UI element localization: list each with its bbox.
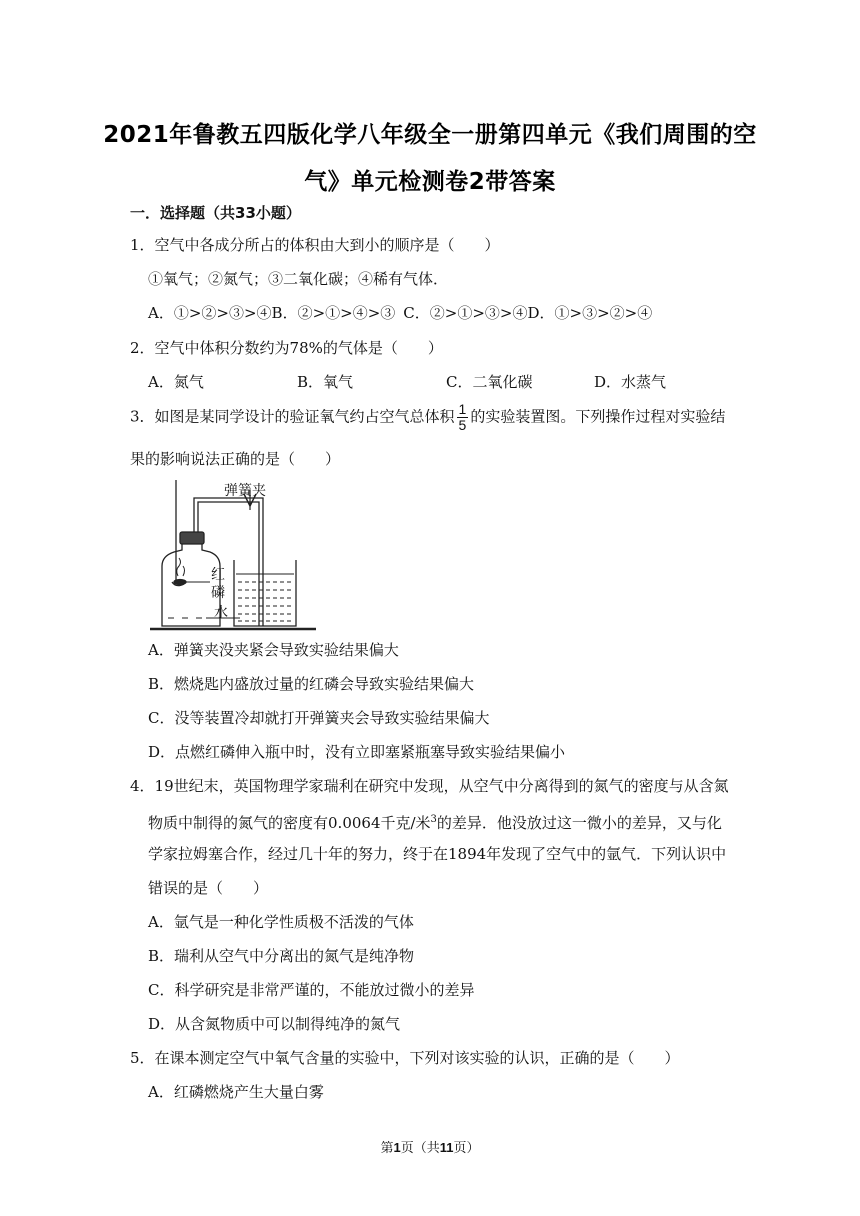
label-phosphorus: 磷 <box>211 585 225 601</box>
question-2-option-a: A．氮气 <box>148 373 204 391</box>
question-4-option-a: A．氩气是一种化学性质极不活泼的气体 <box>148 913 414 931</box>
footer-total-pages: 11 <box>439 1140 454 1155</box>
question-3-stem-post: 的实验装置图。下列操作过程对实验结 <box>470 407 726 426</box>
question-1-sub: ①氧气；②氮气；③二氧化碳；④稀有气体． <box>148 270 449 288</box>
footer-mid: 页（共 <box>400 1141 440 1156</box>
question-3-stem-line-1 <box>130 402 725 433</box>
question-3-stem-line-2: 果的影响说法正确的是（ ） <box>130 450 341 468</box>
question-3-option-c: C．没等装置冷却就打开弹簧夹会导致实验结果偏大 <box>148 709 490 727</box>
question-4-line-2-post: 的差异．他没放过这一微小的差异，又与化 <box>436 814 722 832</box>
question-2-option-b: B．氧气 <box>297 373 354 391</box>
question-3-option-b: B．燃烧匙内盛放过量的红磷会导致实验结果偏大 <box>148 675 475 693</box>
document-title-line-1: 2021年鲁教五四版化学八年级全一册第四单元《我们周围的空 <box>103 122 757 148</box>
fraction-numerator: 1 <box>458 401 467 417</box>
unit-superscript: 3 <box>430 814 437 825</box>
footer-page-number: 1 <box>393 1140 401 1155</box>
question-3-option-a: A．弹簧夹没夹紧会导致实验结果偏大 <box>148 641 399 659</box>
question-4-stem-line-1: 4．19世纪末，英国物理学家瑞利在研究中发现，从空气中分离得到的氮气的密度与从含氮 <box>130 777 729 795</box>
label-clip: 弹簧夹 <box>224 483 266 499</box>
question-5-stem: 5．在课本测定空气中氧气含量的实验中，下列对该实验的认识，正确的是（ ） <box>130 1049 680 1067</box>
question-1-stem: 1．空气中各成分所占的体积由大到小的顺序是（ ） <box>130 236 500 254</box>
question-2-option-c: C．二氧化碳 <box>446 373 533 391</box>
footer-pre: 第 <box>380 1141 394 1156</box>
question-2-option-d: D．水蒸气 <box>594 373 667 391</box>
question-4-stem-line-2 <box>148 809 722 834</box>
apparatus-figure <box>148 478 318 634</box>
question-3-option-d: D．点燃红磷伸入瓶中时，没有立即塞紧瓶塞导致实验结果偏小 <box>148 743 566 761</box>
question-2-stem: 2．空气中体积分数约为78%的气体是（ ） <box>130 339 443 357</box>
question-4-line-2-pre: 物质中制得的氮气的密度有0.0064千克/米 <box>148 814 431 832</box>
question-4-stem-line-4: 错误的是（ ） <box>148 879 269 897</box>
document-title-line-2: 气》单元检测卷2带答案 <box>304 169 556 195</box>
page-footer <box>0 1137 860 1156</box>
question-4-option-b: B．瑞利从空气中分离出的氮气是纯净物 <box>148 947 415 965</box>
question-1-option-a: A．①>②>③>④ <box>148 304 272 322</box>
question-4-stem-line-3: 学家拉姆塞合作，经过几十年的努力，终于在1894年发现了空气中的氩气．下列认识中 <box>148 845 727 863</box>
question-1-option-d: D．①>③>②>④ <box>527 304 653 322</box>
question-1-option-b: B．②>①>④>③ <box>271 304 396 322</box>
label-water: 水 <box>214 605 228 621</box>
question-3-stem-pre: 3．如图是某同学设计的验证氧气约占空气总体积 <box>130 407 455 426</box>
footer-post: 页） <box>453 1141 480 1156</box>
question-4-option-d: D．从含氮物质中可以制得纯净的氮气 <box>148 1015 401 1033</box>
label-red: 红 <box>211 567 225 583</box>
question-1-option-c: C．②>①>③>④ <box>403 304 528 322</box>
section-heading: 一．选择题（共33小题） <box>130 204 301 222</box>
fraction-denominator: 5 <box>458 417 467 433</box>
question-4-option-c: C．科学研究是非常严谨的，不能放过微小的差异 <box>148 981 475 999</box>
question-1-options <box>148 302 652 324</box>
fraction-one-fifth <box>457 402 469 433</box>
question-5-option-a: A．红磷燃烧产生大量白雾 <box>148 1083 324 1101</box>
